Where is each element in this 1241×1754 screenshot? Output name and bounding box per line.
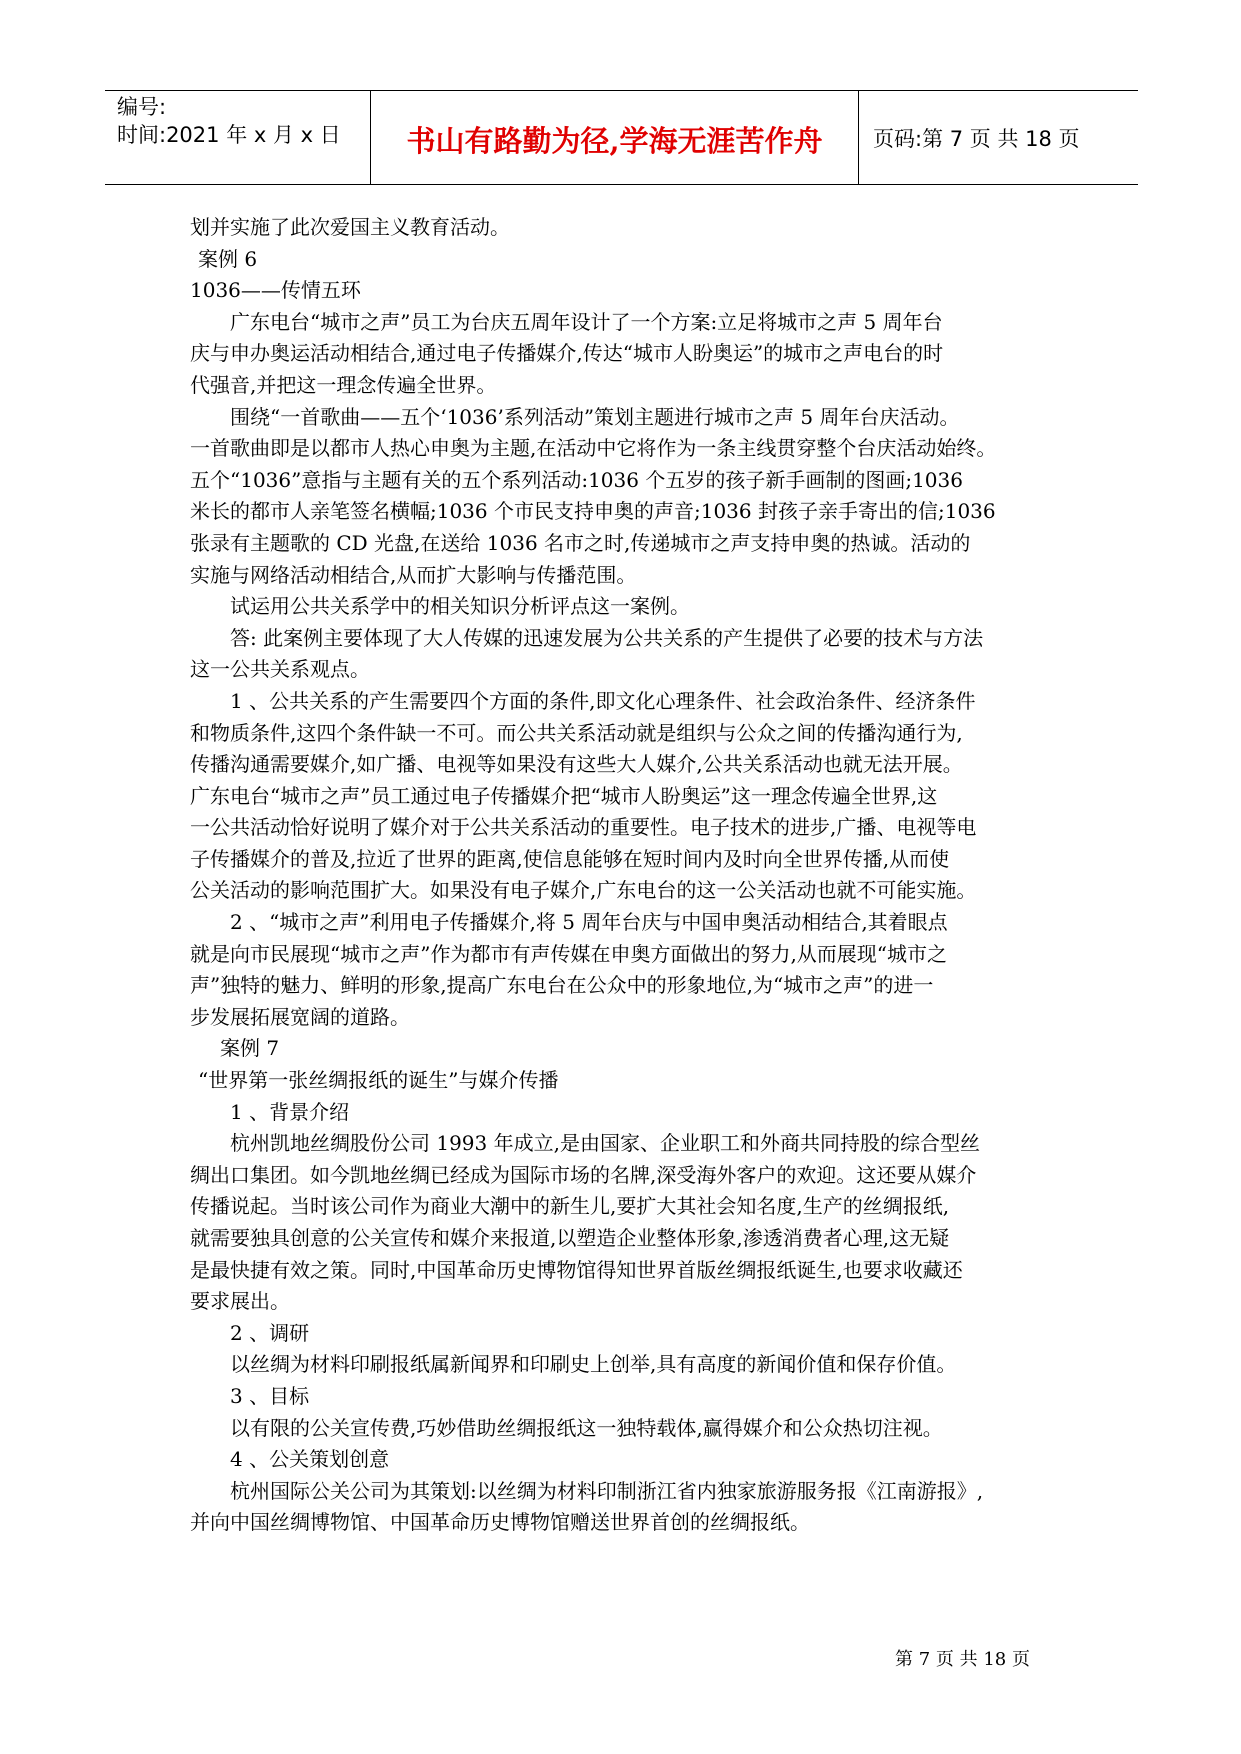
text-line: 广东电台“城市之声”员工通过电子传播媒介把“城市人盼奥运”这一理念传遍全世界,这 bbox=[190, 783, 938, 808]
text-line: 五个“1036”意指与主题有关的五个系列活动:1036 个五岁的孩子新手画制的图画;1036 bbox=[190, 467, 963, 492]
text-line: 案例 7 bbox=[220, 1036, 280, 1061]
text-line: 传播说起。当时该公司作为商业大潮中的新生儿,要扩大其社会知名度,生产的丝绸报纸, bbox=[190, 1194, 950, 1219]
header-page-label: 页码:第 7 页 共 18 页 bbox=[873, 127, 1080, 151]
text-line: 传播沟通需要媒介,如广播、电视等如果没有这些大人媒介,公共关系活动也就无法开展。 bbox=[190, 752, 963, 777]
text-line: 声”独特的魅力、鲜明的形象,提高广东电台在公众中的形象地位,为“城市之声”的进一 bbox=[190, 973, 934, 998]
text-line: 1 、公共关系的产生需要四个方面的条件,即文化心理条件、社会政治条件、经济条件 bbox=[230, 688, 976, 713]
text-line: 围绕“一首歌曲——五个‘1036’系列活动”策划主题进行城市之声 5 周年台庆活动。 bbox=[230, 404, 960, 429]
header-motto: 书山有路勤为径,学海无涯苦作舟 bbox=[406, 124, 823, 158]
text-line: 一首歌曲即是以都市人热心申奥为主题,在活动中它将作为一条主线贯穿整个台庆活动始终。 bbox=[190, 436, 997, 461]
text-line: 米长的都市人亲笔签名横幅;1036 个市民支持申奥的声音;1036 封孩子亲手寄出的信;1036 bbox=[190, 499, 996, 524]
text-line: 并向中国丝绸博物馆、中国革命历史博物馆赠送世界首创的丝绸报纸。 bbox=[190, 1510, 810, 1535]
text-line: 一公共活动恰好说明了媒介对于公共关系活动的重要性。电子技术的进步,广播、电视等电 bbox=[190, 815, 977, 840]
text-line: 就需要独具创意的公关宣传和媒介来报道,以塑造企业整体形象,渗透消费者心理,这无疑 bbox=[190, 1226, 950, 1250]
text-line: 是最快捷有效之策。同时,中国革命历史博物馆得知世界首版丝绸报纸诞生,也要求收藏还 bbox=[190, 1257, 963, 1282]
text-line: 3 、目标 bbox=[230, 1383, 310, 1408]
text-line: 步发展拓展宽阔的道路。 bbox=[190, 1004, 410, 1029]
text-line: 1036——传情五环 bbox=[190, 278, 361, 303]
text-line: 这一公共关系观点。 bbox=[190, 657, 370, 682]
text-line: 张录有主题歌的 CD 光盘,在送给 1036 名市之时,传递城市之声支持申奥的热诚。活动的 bbox=[190, 530, 971, 555]
text-line: 答: 此案例主要体现了大人传媒的迅速发展为公共关系的产生提供了必要的技术与方法 bbox=[230, 625, 984, 650]
text-line: 就是向市民展现“城市之声”作为都市有声传媒在申奥方面做出的努力,从而展现“城市之 bbox=[190, 941, 948, 966]
page-footer: 第 7 页 共 18 页 bbox=[895, 1649, 1030, 1670]
text-line: 2 、调研 bbox=[230, 1320, 310, 1345]
text-line: 以丝绸为材料印刷报纸属新闻界和印刷史上创举,具有高度的新闻价值和保存价值。 bbox=[230, 1352, 957, 1377]
text-line: 案例 6 bbox=[198, 246, 258, 271]
header-divider bbox=[858, 91, 859, 184]
text-line: 划并实施了此次爱国主义教育活动。 bbox=[190, 215, 510, 239]
text-line: 杭州凯地丝绸股份公司 1993 年成立,是由国家、企业职工和外商共同持股的综合型丝 bbox=[230, 1131, 980, 1156]
text-line: 2 、“城市之声”利用电子传播媒介,将 5 周年台庆与中国申奥活动相结合,其着眼点 bbox=[230, 910, 948, 935]
text-line: 要求展出。 bbox=[190, 1289, 290, 1314]
text-line: 试运用公共关系学中的相关知识分析评点这一案例。 bbox=[230, 594, 690, 619]
body-text bbox=[190, 212, 1070, 1539]
text-line: 广东电台“城市之声”员工为台庆五周年设计了一个方案:立足将城市之声 5 周年台 bbox=[230, 309, 943, 334]
text-line: 子传播媒介的普及,拉近了世界的距离,使信息能够在短时间内及时向全世界传播,从而使 bbox=[190, 846, 950, 871]
text-line: 实施与网络活动相结合,从而扩大影响与传播范围。 bbox=[190, 562, 637, 587]
text-line: 4 、公关策划创意 bbox=[230, 1447, 390, 1472]
text-line: “世界第一张丝绸报纸的诞生”与媒介传播 bbox=[198, 1068, 559, 1093]
time-label: 时间:2021 年 x 月 x 日 bbox=[117, 123, 341, 147]
text-line: 1 、背景介绍 bbox=[230, 1099, 350, 1124]
text-line: 杭州国际公关公司为其策划:以丝绸为材料印制浙江省内独家旅游服务报《江南游报》, bbox=[230, 1478, 984, 1503]
text-line: 绸出口集团。如今凯地丝绸已经成为国际市场的名牌,深受海外客户的欢迎。这还要从媒介 bbox=[190, 1162, 977, 1187]
text-line: 和物质条件,这四个条件缺一不可。而公共关系活动就是组织与公众之间的传播沟通行为, bbox=[190, 720, 963, 745]
text-line: 以有限的公关宣传费,巧妙借助丝绸报纸这一独特载体,赢得媒介和公众热切注视。 bbox=[230, 1415, 943, 1440]
text-line: 代强音,并把这一理念传遍全世界。 bbox=[190, 372, 497, 397]
number-label: 编号: bbox=[117, 95, 167, 119]
text-line: 公关活动的影响范围扩大。如果没有电子媒介,广东电台的这一公关活动也就不可能实施。 bbox=[190, 878, 977, 903]
page-header bbox=[105, 90, 1138, 185]
text-line: 庆与申办奥运活动相结合,通过电子传播媒介,传达“城市人盼奥运”的城市之声电台的时 bbox=[190, 341, 944, 366]
